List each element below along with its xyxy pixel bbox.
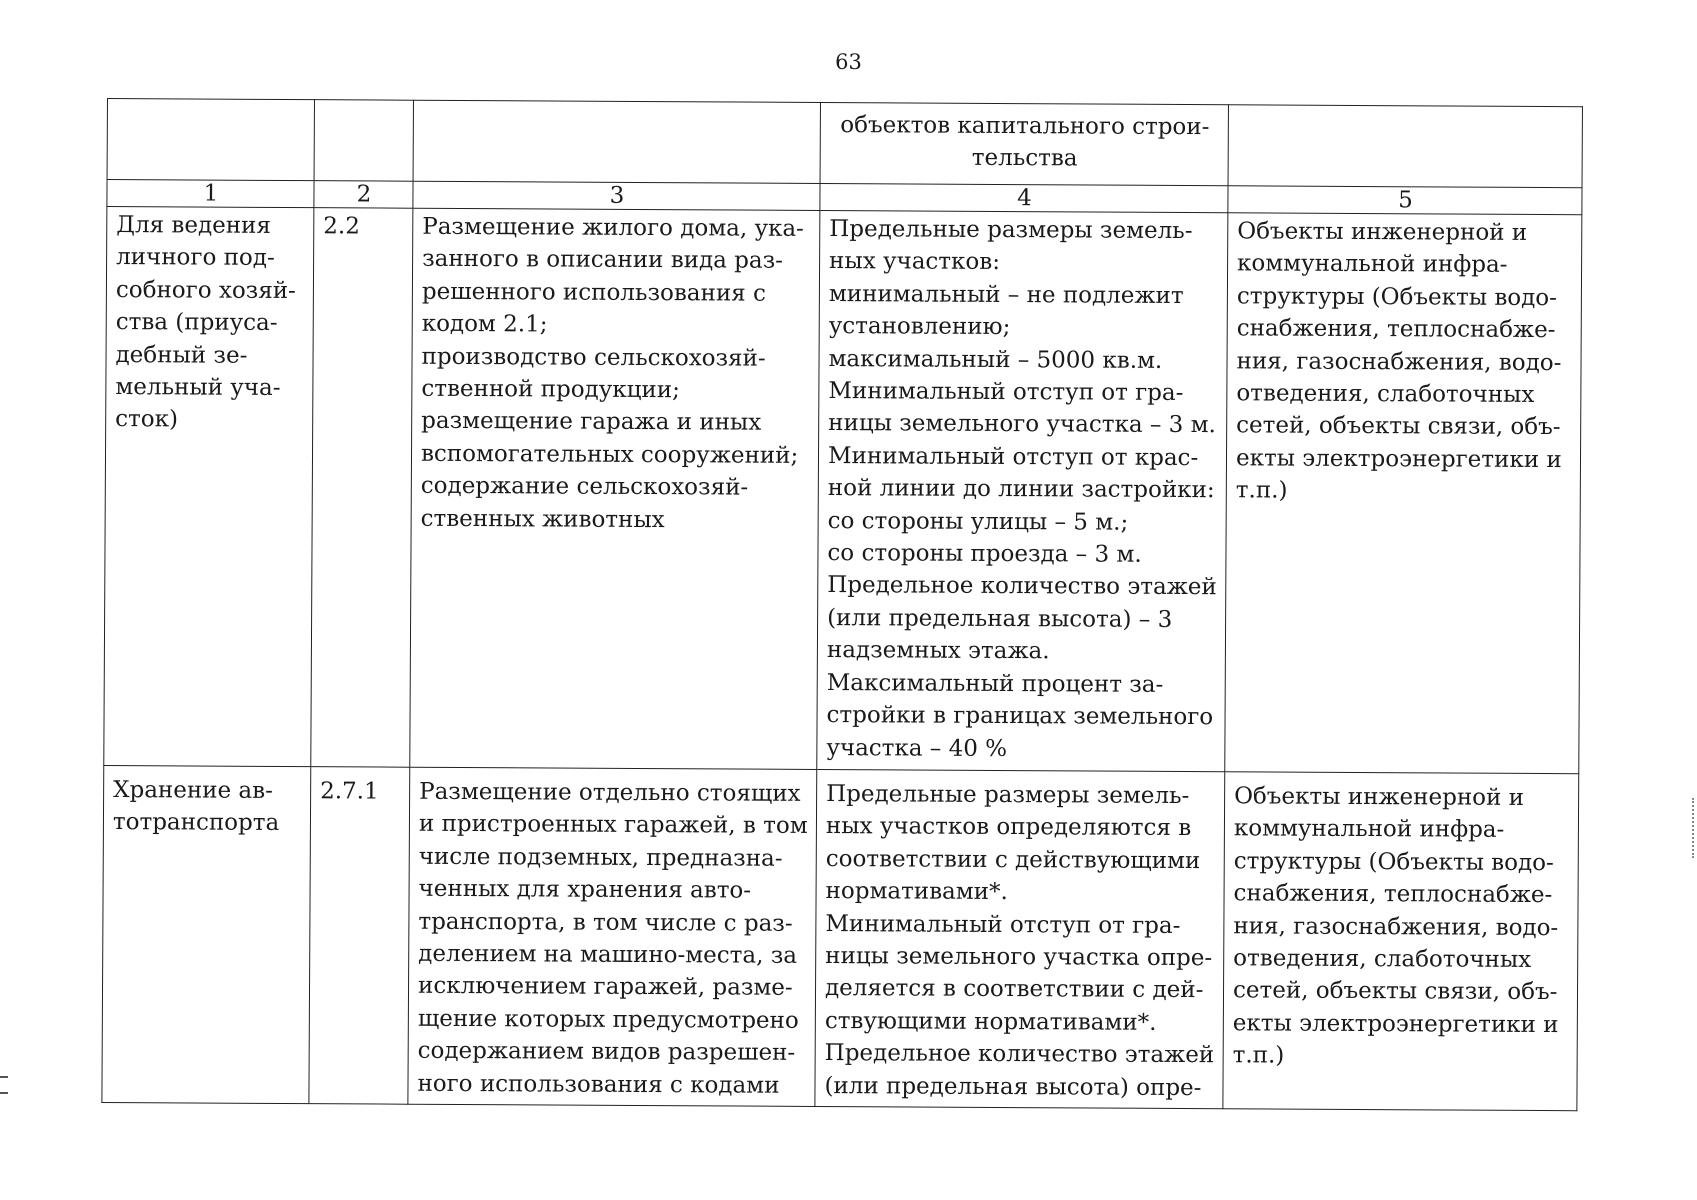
- text-line: размещение гаража и иных: [421, 408, 762, 437]
- column-number: 3: [413, 181, 820, 210]
- text-line: ственных животных: [420, 505, 665, 533]
- land-use-description-cell: [410, 208, 820, 769]
- text-line: Максимальный процент за-: [826, 669, 1164, 698]
- text-line: сток): [115, 406, 179, 433]
- text-line: Предельные размеры земель-: [829, 216, 1193, 245]
- text-line: структуры (Объекты водо-: [1233, 848, 1554, 876]
- text-line: со стороны улицы – 5 м.;: [827, 507, 1129, 536]
- text-line: мельный уча-: [115, 374, 281, 402]
- text-line: Объекты инженерной и: [1234, 783, 1525, 811]
- text-line: собного хозяй-: [115, 276, 296, 304]
- text-line: ной линии до линии застройки:: [827, 475, 1215, 504]
- text-line: ственной продукции;: [421, 375, 680, 404]
- text-line: нормативами*.: [825, 878, 1008, 906]
- text-line: сетей, объекты связи, объ-: [1232, 977, 1558, 1006]
- text-line: коммунальной инфра-: [1237, 250, 1508, 279]
- text-line: со стороны проезда – 3 м.: [827, 540, 1142, 568]
- page-number: 63: [835, 50, 862, 74]
- text-line: установлению;: [828, 313, 1011, 341]
- zoning-table: [101, 98, 1583, 1111]
- text-line: транспорта, в том числе с раз-: [418, 908, 793, 937]
- scan-margin-mark: [0, 1076, 8, 1094]
- auxiliary-uses-cell: [1223, 772, 1579, 1111]
- text-line: т.п.): [1232, 1042, 1285, 1069]
- text-line: минимальный – не подлежит: [828, 280, 1184, 309]
- text-line: коммунальной инфра-: [1233, 815, 1505, 844]
- text-line: (или предельная высота) опре-: [824, 1072, 1202, 1101]
- header-row-top: [107, 99, 1582, 188]
- text-line: занного в описании вида раз-: [422, 246, 784, 275]
- text-line: максимальный – 5000 кв.м.: [828, 345, 1163, 374]
- land-use-code-cell: 2.7.1: [309, 767, 410, 1105]
- text-line: Минимальный отступ от гра-: [828, 378, 1184, 407]
- text-line: ния, газоснабжения, водо-: [1236, 347, 1562, 376]
- column-number: 4: [820, 183, 1228, 212]
- column-number: 1: [107, 180, 314, 208]
- text-line: екты электроэнергетики и: [1232, 1010, 1559, 1038]
- text-line: деляется в соответствии с дей-: [824, 975, 1204, 1004]
- text-line: (или предельная высота) – 3: [827, 604, 1173, 633]
- text-line: ницы земельного участка – 3 м.: [828, 410, 1216, 439]
- text-line: ницы земельного участка опре-: [825, 943, 1213, 972]
- text-line: Размещение жилого дома, ука-: [422, 213, 804, 242]
- text-line: ного использования с кодами: [417, 1070, 780, 1099]
- text-line: дебный зе-: [115, 341, 248, 369]
- land-use-name-cell: [104, 207, 314, 767]
- text-line: стройки в границах земельного: [826, 702, 1214, 731]
- text-line: ства (приуса-: [115, 309, 278, 337]
- text-line: екты электроэнергетики и: [1235, 445, 1562, 473]
- text-line: решенного использования с: [421, 278, 766, 307]
- header-col4-line: объектов капитального строи-: [840, 112, 1210, 141]
- text-line: сетей, объекты связи, объ-: [1236, 412, 1561, 441]
- text-line: производство сельскохозяй-: [421, 343, 766, 372]
- text-line: т.п.): [1235, 477, 1288, 504]
- text-line: кодом 2.1;: [421, 310, 548, 338]
- text-line: ных участков:: [829, 248, 1001, 276]
- text-line: снабжения, теплоснабже-: [1233, 880, 1553, 909]
- header-col4-line: тельства: [971, 145, 1078, 172]
- text-line: структуры (Объекты водо-: [1236, 283, 1558, 311]
- text-line: Для ведения: [116, 212, 272, 239]
- text-line: щение которых предусмотрено: [417, 1005, 799, 1034]
- land-use-name-cell: [102, 765, 311, 1103]
- header-cell-2: [314, 100, 413, 182]
- text-line: Минимальный отступ от гра-: [825, 910, 1181, 939]
- text-line: Минимальный отступ от крас-: [827, 442, 1199, 471]
- text-line: Размещение отдельно стоящих: [419, 778, 801, 807]
- scan-margin-mark: [1692, 798, 1697, 858]
- header-cell-5: [1228, 105, 1582, 188]
- text-line: Объекты инженерной и: [1237, 218, 1528, 246]
- text-line: участка – 40 %: [826, 734, 1008, 762]
- header-cell-1: [107, 99, 314, 181]
- land-use-parameters-cell: [815, 769, 1225, 1108]
- text-line: содержанием видов разрешен-: [417, 1038, 796, 1067]
- text-line: Хранение ав-: [113, 777, 273, 804]
- text-line: исключением гаражей, разме-: [417, 973, 793, 1002]
- text-line: Предельные размеры земель-: [826, 781, 1190, 810]
- text-line: делением на машино-места, за: [418, 940, 798, 969]
- text-line: ченных для хранения авто-: [418, 875, 752, 904]
- text-line: отведения, слаботочных: [1236, 380, 1535, 409]
- text-line: снабжения, теплоснабже-: [1236, 315, 1556, 344]
- land-use-description-cell: [408, 767, 817, 1106]
- text-line: надземных этажа.: [826, 637, 1050, 665]
- text-line: ствующими нормативами*.: [824, 1007, 1157, 1036]
- column-number: 5: [1228, 186, 1582, 215]
- text-line: тотранспорта: [112, 809, 280, 837]
- land-use-parameters-cell: [817, 210, 1228, 771]
- text-line: Предельное количество этажей: [824, 1040, 1215, 1069]
- header-cell-4: [820, 102, 1228, 185]
- text-line: личного под-: [116, 244, 275, 272]
- auxiliary-uses-cell: [1225, 213, 1582, 774]
- text-line: ных участков определяются в: [825, 813, 1192, 842]
- text-line: Предельное количество этажей: [827, 572, 1217, 601]
- header-cell-3: [413, 100, 820, 183]
- table-row: [102, 765, 1579, 1110]
- text-line: вспомогательных сооружений;: [420, 440, 799, 469]
- text-line: содержание сельскохозяй-: [420, 473, 749, 501]
- text-line: ния, газоснабжения, водо-: [1233, 912, 1559, 941]
- text-line: отведения, слаботочных: [1233, 945, 1532, 973]
- land-use-code-cell: 2.2: [311, 208, 413, 768]
- table-row: [104, 207, 1582, 774]
- column-number: 2: [314, 181, 413, 209]
- text-line: числе подземных, предназна-: [418, 843, 783, 872]
- text-line: и пристроенных гаражей, в том: [418, 811, 808, 840]
- text-line: соответствии с действующими: [825, 845, 1201, 874]
